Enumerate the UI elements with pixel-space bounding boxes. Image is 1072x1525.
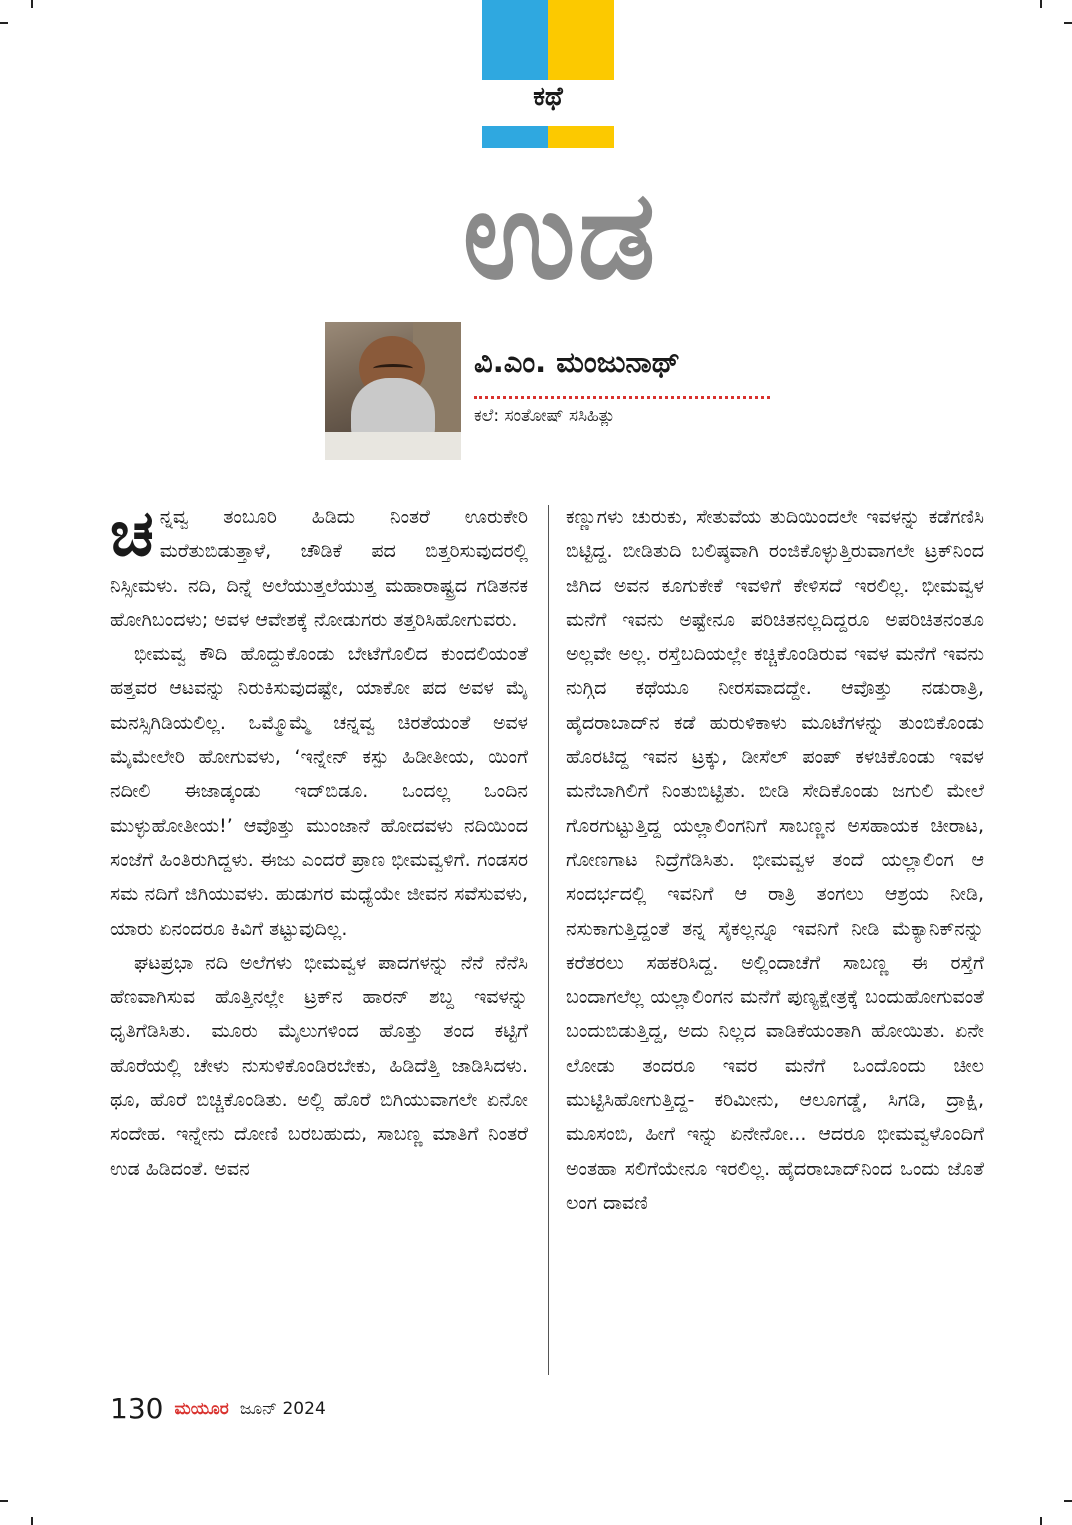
article-column-right — [566, 500, 984, 1220]
section-header-block-blue-bottom — [482, 126, 548, 148]
magazine-logo: ಮಯೂರ — [174, 1398, 229, 1419]
paragraph: ಭೀಮವ್ವ ಕೌದಿ ಹೊದ್ದುಕೊಂಡು ಬೇಟೆಗೊಲಿದ ಕುಂದಲಿಯಂತೆ ಹತ್ತವರ ಆಟವನ್ನು ನಿರುಕಿಸುವುದಷ್ಟೇ, ಯಾಕೋ ಪದ ಅವಳ ಮೈ ಮನಸ್ಸಿಗಿಡಿಯಲಿಲ್ಲ. ಒಮ್ಮೊಮ್ಮೆ ಚನ್ನವ್ವ ಚಿರತೆಯಂತೆ ಅವಳ ಮೈಮೇಲೇರಿ ಹೋಗುವಳು, ‘ಇನ್ನೇನ್ ಕಸ್ಪು ಹಿಡೀತೀಯ, ಯಿಂಗೆ ನದೀಲಿ ಈಜಾಡ್ಕಂಡು ಇದ್‌ಬಿಡೂ. ಒಂದಲ್ಲ ಒಂದಿನ ಮುಳ್ಳುಹೋತೀಯ!’ ಆವೊತ್ತು ಮುಂಜಾನೆ ಹೋದವಳು ನದಿಯಿಂದ ಸಂಜೆಗೆ ಹಿಂತಿರುಗಿದ್ದಳು. ಈಜು ಎಂದರೆ ಪ್ರಾಣ ಭೀಮವ್ವಳಿಗೆ. ಗಂಡಸರ ಸಮ ನದಿಗೆ ಜಿಗಿಯುವಳು. ಹುಡುಗರ ಮಧ್ಯೆಯೇ ಜೀವನ ಸವೆಸುವಳು, ಯಾರು ಏನಂದರೂ ಕಿವಿಗೆ ತಟ್ಟುವುದಿಲ್ಲ. — [110, 643, 528, 940]
issue-date: ಜೂನ್ 2024 — [239, 1398, 326, 1419]
section-header-block-yellow-bottom — [548, 126, 614, 148]
crop-mark — [1064, 22, 1072, 24]
section-label: ಕಥೆ — [533, 82, 563, 112]
crop-mark — [1040, 1517, 1042, 1525]
page-number: 130 — [110, 1392, 164, 1425]
page-footer — [110, 1392, 326, 1425]
paragraph: ಘಟಪ್ರಭಾ ನದಿ ಅಲೆಗಳು ಭೀಮವ್ವಳ ಪಾದಗಳನ್ನು ನೆನೆ ನೆನೆಸಿ ಹೆಣವಾಗಿಸುವ ಹೊತ್ತಿನಲ್ಲೇ ಟ್ರಕ್‌ನ ಹಾರನ್ ಶಬ್ದ ಇವಳನ್ನು ಧೃತಿಗೆಡಿಸಿತು. ಮೂರು ಮೈಲುಗಳಿಂದ ಹೊತ್ತು ತಂದ ಕಟ್ಟಿಗೆ ಹೊರೆಯಲ್ಲಿ ಚೇಳು ನುಸುಳಿಕೊಂಡಿರಬೇಕು, ಹಿಡಿದೆತ್ತಿ ಜಾಡಿಸಿದಳು. ಥೂ, ಹೊರೆ ಬಿಚ್ಚಿಕೊಂಡಿತು. ಅಲ್ಲಿ ಹೊರೆ ಬಿಗಿಯುವಾಗಲೇ ಏನೋ ಸಂದೇಹ. ಇನ್ನೇನು ದೋಣಿ ಬರಬಹುದು, ಸಾಬಣ್ಣ ಮಾತಿಗೆ ನಿಂತರೆ ಉಡ ಹಿಡಿದಂತೆ. ಅವನ — [110, 951, 528, 1180]
crop-mark — [1040, 0, 1042, 8]
crop-mark — [0, 22, 8, 24]
crop-mark — [31, 0, 33, 8]
illustration-credit: ಕಲೆ: ಸಂತೋಷ್ ಸಸಿಹಿತ್ಲು — [474, 406, 616, 426]
crop-mark — [1064, 1500, 1072, 1502]
author-name: ವಿ.ಎಂ. ಮಂಜುನಾಥ್ — [474, 345, 680, 379]
paragraph — [110, 497, 528, 637]
section-header-block-yellow-top — [548, 0, 614, 80]
author-divider — [474, 396, 770, 399]
crop-mark — [31, 1517, 33, 1525]
drop-cap: ಚ — [110, 497, 154, 571]
author-photo — [325, 322, 461, 460]
paragraph-text: ನ್ನವ್ವ ತಂಬೂರಿ ಹಿಡಿದು ನಿಂತರೆ ಊರುಕೇರಿ ಮರೆತುಬಿಡುತ್ತಾಳೆ, ಚೌಡಿಕೆ ಪದ ಬಿತ್ತರಿಸುವುದರಲ್ಲಿ ನಿಸ್ಸೀಮಳು. ನದಿ, ದಿನ್ನೆ ಅಲೆಯುತ್ತಲೆಯುತ್ತ ಮಹಾರಾಷ್ಟ್ರದ ಗಡಿತನಕ ಹೋಗಿಬಂದಳು; ಅವಳ ಆವೇಶಕ್ಕೆ ನೋಡುಗರು ತತ್ತರಿಸಿಹೋಗುವರು. — [110, 506, 528, 631]
crop-mark — [0, 1500, 8, 1502]
paragraph: ಕಣ್ಣುಗಳು ಚುರುಕು, ಸೇತುವೆಯ ತುದಿಯಿಂದಲೇ ಇವಳನ್ನು ಕಡೆಗಣಿಸಿ ಬಿಟ್ಟಿದ್ದ. ಬೀಡಿತುದಿ ಬಲಿಷ್ಠವಾಗಿ ರಂಜಿಕೊಳ್ಳುತ್ತಿರುವಾಗಲೇ ಟ್ರಕ್‌ನಿಂದ ಜಿಗಿದ ಅವನ ಕೂಗುಕೇಕೆ ಇವಳಿಗೆ ಕೇಳಿಸದೆ ಇರಲಿಲ್ಲ. ಭೀಮವ್ವಳ ಮನೆಗೆ ಇವನು ಅಷ್ಟೇನೂ ಪರಿಚಿತನಲ್ಲದಿದ್ದರೂ ಅಪರಿಚಿತನಂತೂ ಅಲ್ಲವೇ ಅಲ್ಲ. ರಸ್ತೆಬದಿಯಲ್ಲೇ ಕಚ್ಚಿಕೊಂಡಿರುವ ಇವಳ ಮನೆಗೆ ಇವನು ನುಗ್ಗಿದ ಕಥೆಯೂ ನೀರಸವಾದದ್ದೇ. ಆವೊತ್ತು ನಡುರಾತ್ರಿ, ಹೈದರಾಬಾದ್‌ನ ಕಡೆ ಹುರುಳಿಕಾಳು ಮೂಟೆಗಳನ್ನು ತುಂಬಿಕೊಂಡು ಹೊರಟಿದ್ದ ಇವನ ಟ್ರಕ್ಕು, ಡೀಸೆಲ್ ಪಂಪ್ ಕಳಚಿಕೊಂಡು ಇವಳ ಮನೆಬಾಗಿಲಿಗೆ ನಿಂತುಬಿಟ್ಟಿತು. ಬೀಡಿ ಸೇದಿಕೊಂಡು ಜಗುಲಿ ಮೇಲೆ ಗೊರಗುಟ್ಟುತ್ತಿದ್ದ ಯಲ್ಲಾಲಿಂಗನಿಗೆ ಸಾಬಣ್ಣನ ಅಸಹಾಯಕ ಚೀರಾಟ, ಗೋಣಗಾಟ ನಿದ್ರೆಗೆಡಿಸಿತು. ಭೀಮವ್ವಳ ತಂದೆ ಯಲ್ಲಾಲಿಂಗ ಆ ಸಂದರ್ಭದಲ್ಲಿ ಇವನಿಗೆ ಆ ರಾತ್ರಿ ತಂಗಲು ಆಶ್ರಯ ನೀಡಿ, ನಸುಕಾಗುತ್ತಿದ್ದಂತೆ ತನ್ನ ಸೈಕಲ್ಲನ್ನೂ ಇವನಿಗೆ ನೀಡಿ ಮೆಕ್ಯಾನಿಕ್‌ನನ್ನು ಕರೆತರಲು ಸಹಕರಿಸಿದ್ದ. ಅಲ್ಲಿಂದಾಚೆಗೆ ಸಾಬಣ್ಣ ಈ ರಸ್ತೆಗೆ ಬಂದಾಗಲೆಲ್ಲ ಯಲ್ಲಾಲಿಂಗನ ಮನೆಗೆ ಪುಣ್ಯಕ್ಷೇತ್ರಕ್ಕೆ ಬಂದುಹೋಗುವಂತೆ ಬಂದುಬಿಡುತ್ತಿದ್ದ, ಅದು ನಿಲ್ಲದ ವಾಡಿಕೆಯಂತಾಗಿ ಹೋಯಿತು. ಏನೇ ಲೋಡು ತಂದರೂ ಇವರ ಮನೆಗೆ ಒಂದೊಂದು ಚೀಲ ಮುಟ್ಟಿಸಿಹೋಗುತ್ತಿದ್ದ- ಕರಿಮೀನು, ಆಲೂಗಡ್ಡೆ, ಸಿಗಡಿ, ದ್ರಾಕ್ಷಿ, ಮೂಸಂಬಿ, ಹೀಗೆ ಇನ್ನು ಏನೇನೋ... ಆದರೂ ಭೀಮವ್ವಳೊಂದಿಗೆ ಅಂತಹಾ ಸಲಿಗೆಯೇನೂ ಇರಲಿಲ್ಲ. ಹೈದರಾಬಾದ್‌ನಿಂದ ಒಂದು ಜೊತೆ ಲಂಗ ದಾವಣಿ — [566, 506, 984, 1214]
column-divider — [548, 505, 549, 1375]
story-title: ಉಡ — [462, 164, 658, 306]
article-column-left — [110, 497, 528, 1186]
section-header-block-blue-top — [482, 0, 548, 80]
